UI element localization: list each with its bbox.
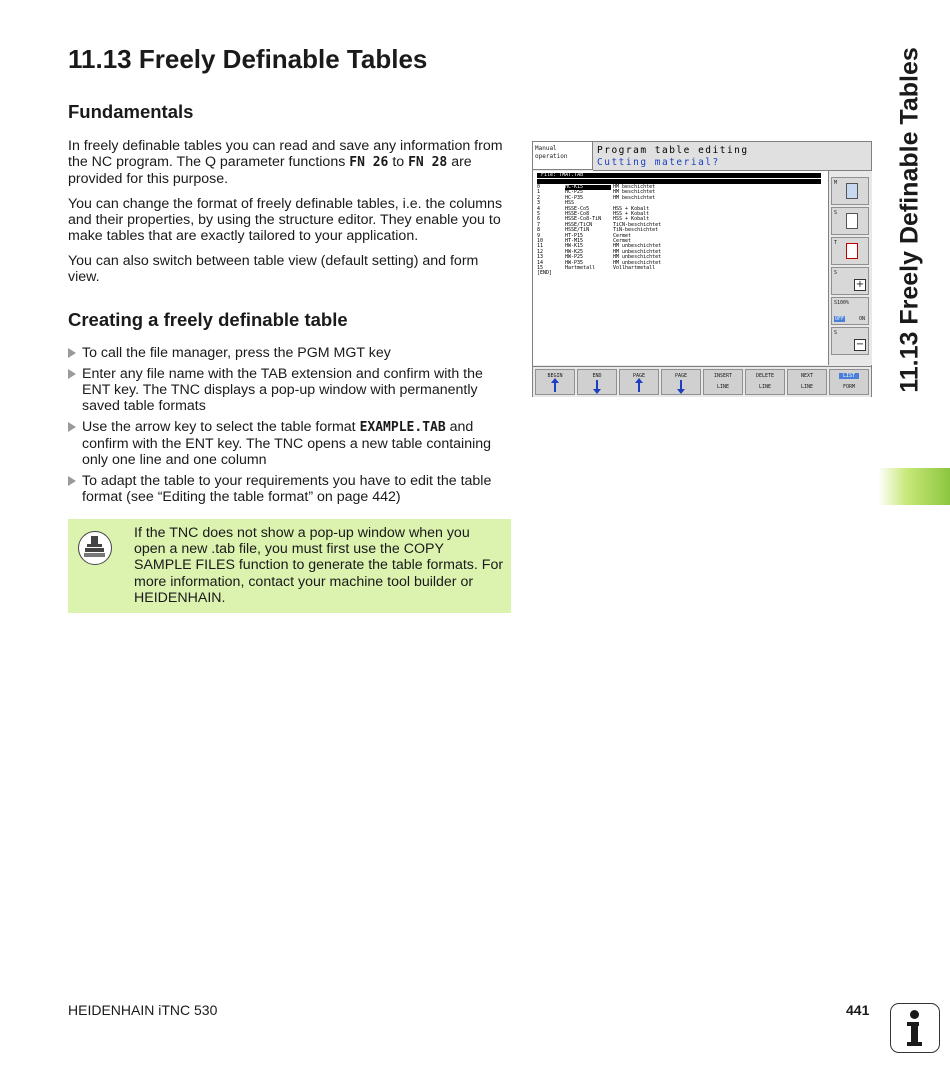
step-item: To call the file manager, press the PGM MGT key	[68, 345, 510, 361]
side-softkey-s-minus: S −	[831, 327, 869, 355]
chapter-tab-marker	[878, 468, 950, 505]
softkey-page: PAGE	[619, 369, 659, 395]
section-heading-fundamentals: Fundamentals	[68, 101, 194, 122]
step-arrow-icon	[68, 476, 76, 486]
softkey-begin: BEGIN	[535, 369, 575, 395]
step-arrow-icon	[68, 422, 76, 432]
softkey-delete-line: DELETE LINE	[745, 369, 785, 395]
arrow-up-icon	[638, 380, 640, 392]
softkey-end: END	[577, 369, 617, 395]
arrow-up-icon	[554, 380, 556, 392]
plus-icon: +	[855, 279, 865, 290]
machine-note-icon	[78, 531, 112, 565]
page-title: 11.13 Freely Definable Tables	[68, 44, 428, 74]
file-name-bar: File: TMAT.TAB	[537, 173, 821, 178]
footer-product: HEIDENHAIN iTNC 530	[68, 1002, 218, 1018]
side-softkey-s-plus: S +	[831, 267, 869, 295]
step-arrow-icon	[68, 369, 76, 379]
machine-icon	[846, 183, 858, 199]
step-item: Enter any file name with the TAB extension and confirm with the ENT key. The TNC displays a pop-up window with permanently saved table formats	[68, 366, 510, 415]
note-text: If the TNC does not show a pop-up window when you open a new .tab file, you must first use the COPY SAMPLE FILES function to generate the table formats. For more information, contact your machine tool builder or HEIDENHAIN.	[134, 525, 504, 606]
status-sidebar	[828, 171, 872, 365]
softkey-next-line: NEXT LINE	[787, 369, 827, 395]
spindle-override: S100% OFF ON	[831, 297, 869, 325]
softkey-page: PAGE	[661, 369, 701, 395]
side-chapter-title: 11.13 Freely Definable Tables	[895, 47, 924, 393]
section-heading-creating: Creating a freely definable table	[68, 309, 348, 330]
tool-icon	[846, 243, 858, 259]
info-icon	[890, 1003, 940, 1053]
dialog-prompt: Cutting material?	[597, 157, 720, 168]
minus-icon: −	[855, 339, 865, 350]
paragraph-table-view: You can also switch between table view (default setting) and form view.	[68, 253, 479, 286]
steps-list	[68, 345, 510, 509]
softkey-list-form: LIST FORM	[829, 369, 869, 395]
table-view: File: TMAT.TAB 0 HC-K15 HM beschichtet 1 HC-P25 HM beschichtet 2 HC-P35 HM beschichtet 3 HSS 4 HSSE-Co5 HSS + Kobalt 5 HSSE-Co8 HSS + Kobalt 6 HSSE-Co8-TiN HSS + Kobalt 7 HSSE/TiCN TiCN-beschichtet 8 HSSE/TiN TiN-beschichtet 9 HT-P15 Cermet 10 HT-M15 Cermet 11 HW-K15 HM unbeschichtet 12 HW-K25 HM unbeschichtet 13 HW-P25 HM unbeschichtet 14 HW-P35 HM unbeschichtet 15 Hartmetall Vollhartmetall [END]	[533, 171, 828, 365]
side-softkey-m: M	[831, 177, 869, 205]
paragraph-fn-functions: In freely definable tables you can read and save any information from the NC program. The Q parameter functions FN 26 to FN 28 are provided for this purpose.	[68, 138, 503, 188]
spindle-icon	[846, 213, 858, 229]
side-softkey-s: S	[831, 207, 869, 235]
tnc-screen-image	[532, 141, 872, 397]
arrow-down-icon	[680, 380, 682, 392]
step-item: Use the arrow key to select the table format EXAMPLE.TAB and confirm with the ENT key. The TNC opens a new table containing only one line and one column	[68, 419, 510, 469]
note-box	[68, 519, 511, 613]
paragraph-structure-editor: You can change the format of freely definable tables, i.e. the columns and their properties, by using the structure editor. They enable you to make tables that are exactly tailored to your application.	[68, 196, 503, 245]
program-mode-header	[593, 142, 871, 171]
softkey-bar	[533, 366, 871, 397]
step-arrow-icon	[68, 348, 76, 358]
side-softkey-t: T	[831, 237, 869, 265]
operating-mode-box: Manual operation	[533, 142, 593, 170]
program-mode-title: Program table editing	[597, 145, 749, 156]
arrow-down-icon	[596, 380, 598, 392]
softkey-insert-line: INSERT LINE	[703, 369, 743, 395]
page-number: 441	[846, 1002, 870, 1018]
step-item: To adapt the table to your requirements you have to edit the table format (see “Editing the table format” on page 442)	[68, 473, 510, 505]
